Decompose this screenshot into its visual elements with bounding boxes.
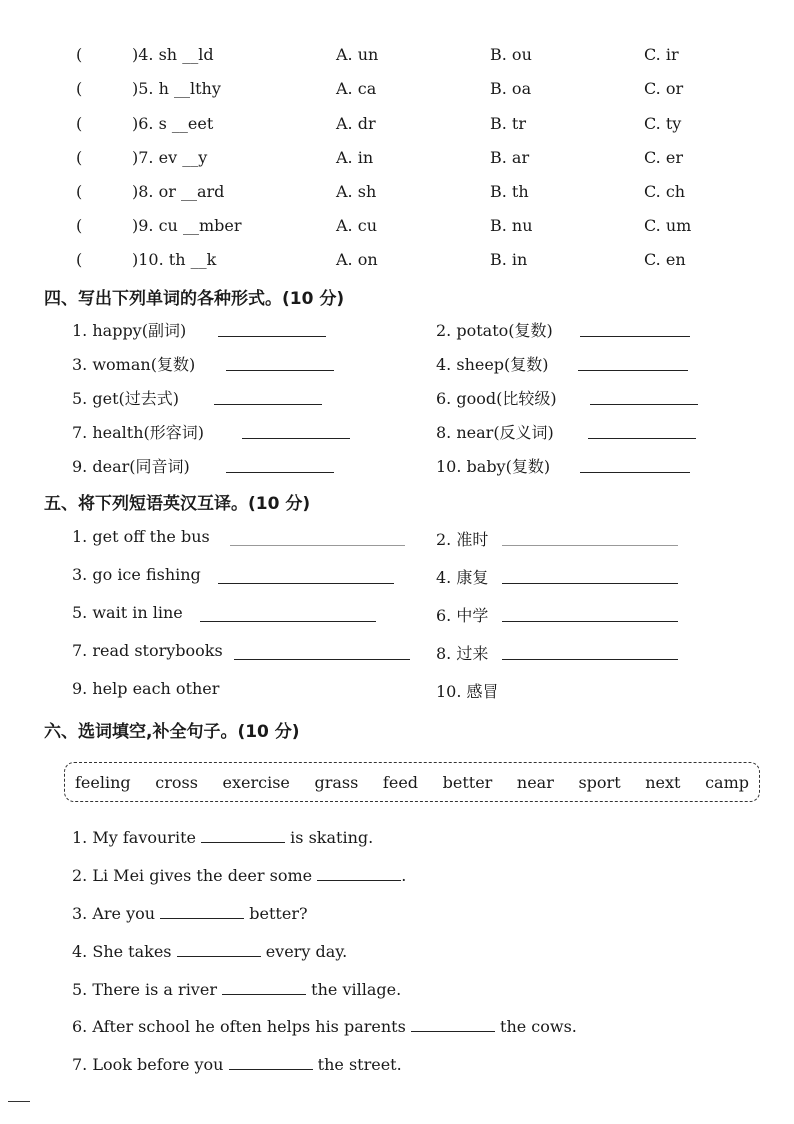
option-a: A. sh [336, 182, 377, 201]
fill-sentence [72, 1017, 577, 1036]
word-bank-item: better [442, 772, 493, 792]
word-bank-item: feeling [75, 772, 131, 792]
word-bank-item: near [516, 772, 554, 792]
answer-blank[interactable] [201, 830, 285, 843]
answer-line[interactable] [580, 322, 690, 337]
sentence-start: 7. Look before you [72, 1055, 224, 1074]
sentence-end: the cows. [500, 1017, 577, 1036]
answer-line[interactable] [230, 531, 405, 546]
page-corner-rule [8, 1101, 30, 1102]
option-b: B. nu [490, 216, 533, 235]
phrase-prompt: 8. 过来 [436, 644, 489, 663]
word-form-prompt: 2. potato(复数) [436, 321, 553, 340]
answer-blank[interactable] [160, 906, 244, 919]
question-stem: )10. th __k [132, 250, 217, 269]
phrase-prompt: 10. 感冒 [436, 682, 499, 701]
word-form-prompt: 7. health(形容词) [72, 423, 205, 442]
section-title: 五、将下列短语英汉互译。(10 分) [44, 494, 311, 514]
word-form-prompt: 4. sheep(复数) [436, 355, 549, 374]
phrase-prompt: 9. help each other [72, 679, 220, 698]
word-form-prompt: 6. good(比较级) [436, 389, 557, 408]
option-c: C. um [644, 216, 692, 235]
answer-paren[interactable]: ( [76, 148, 83, 167]
answer-line[interactable] [590, 390, 698, 405]
sentence-end: every day. [265, 942, 348, 961]
option-c: C. en [644, 250, 686, 269]
answer-line[interactable] [502, 569, 678, 584]
phrase-prompt: 2. 准时 [436, 530, 489, 549]
option-c: C. ch [644, 182, 686, 201]
word-form-prompt: 8. near(反义词) [436, 423, 554, 442]
option-c: C. or [644, 79, 684, 98]
answer-paren[interactable]: ( [76, 216, 83, 235]
answer-blank[interactable] [222, 982, 306, 995]
fill-sentence [72, 942, 347, 961]
fill-sentence [72, 1055, 402, 1074]
option-b: B. ou [490, 45, 532, 64]
word-bank-item: next [645, 772, 681, 792]
answer-paren[interactable]: ( [76, 45, 83, 64]
answer-line[interactable] [214, 390, 322, 405]
word-form-prompt: 9. dear(同音词) [72, 457, 190, 476]
option-c: C. er [644, 148, 683, 167]
sentence-end: better? [249, 904, 308, 923]
option-b: B. oa [490, 79, 532, 98]
option-a: A. ca [336, 79, 377, 98]
question-stem: )7. ev __y [132, 148, 208, 167]
option-c: C. ir [644, 45, 679, 64]
answer-blank[interactable] [411, 1019, 495, 1032]
option-c: C. ty [644, 114, 682, 133]
answer-line[interactable] [578, 356, 688, 371]
answer-line[interactable] [226, 356, 334, 371]
answer-blank[interactable] [317, 868, 401, 881]
sentence-end: the street. [317, 1055, 402, 1074]
answer-line[interactable] [502, 645, 678, 660]
answer-paren[interactable]: ( [76, 250, 83, 269]
word-form-prompt: 10. baby(复数) [436, 457, 551, 476]
question-stem: )5. h __lthy [132, 79, 221, 98]
phrase-prompt: 5. wait in line [72, 603, 183, 622]
word-bank-item: feed [382, 772, 419, 792]
phrase-prompt: 3. go ice fishing [72, 565, 201, 584]
phrase-prompt: 6. 中学 [436, 606, 489, 625]
phrase-prompt: 1. get off the bus [72, 527, 210, 546]
sentence-end: . [401, 866, 407, 885]
option-a: A. dr [336, 114, 376, 133]
answer-paren[interactable]: ( [76, 79, 83, 98]
sentence-start: 4. She takes [72, 942, 172, 961]
answer-line[interactable] [200, 607, 376, 622]
answer-line[interactable] [502, 607, 678, 622]
option-a: A. on [336, 250, 378, 269]
phrase-prompt: 7. read storybooks [72, 641, 223, 660]
word-form-prompt: 1. happy(副词) [72, 321, 187, 340]
word-bank-item: grass [314, 772, 359, 792]
sentence-start: 6. After school he often helps his parents [72, 1017, 406, 1036]
answer-blank[interactable] [177, 944, 261, 957]
option-b: B. in [490, 250, 528, 269]
section-title: 四、写出下列单词的各种形式。(10 分) [44, 289, 345, 309]
option-a: A. cu [336, 216, 377, 235]
sentence-end: the village. [311, 980, 402, 999]
fill-sentence [72, 866, 406, 885]
question-stem: )6. s __eet [132, 114, 214, 133]
phrase-prompt: 4. 康复 [436, 568, 489, 587]
word-bank-item: cross [155, 772, 198, 792]
fill-sentence [72, 904, 308, 923]
fill-sentence [72, 980, 401, 999]
answer-line[interactable] [242, 424, 350, 439]
answer-line[interactable] [502, 531, 678, 546]
word-form-prompt: 3. woman(复数) [72, 355, 196, 374]
answer-line[interactable] [218, 569, 394, 584]
answer-paren[interactable]: ( [76, 182, 83, 201]
answer-line[interactable] [218, 322, 326, 337]
word-bank [64, 762, 760, 802]
sentence-start: 1. My favourite [72, 828, 196, 847]
answer-paren[interactable]: ( [76, 114, 83, 133]
question-stem: )9. cu __mber [132, 216, 242, 235]
word-bank-item: exercise [222, 772, 290, 792]
question-stem: )8. or __ard [132, 182, 225, 201]
answer-blank[interactable] [229, 1057, 313, 1070]
section-title: 六、选词填空,补全句子。(10 分) [44, 722, 300, 742]
sentence-start: 5. There is a river [72, 980, 217, 999]
word-bank-item: sport [578, 772, 621, 792]
answer-line[interactable] [588, 424, 696, 439]
option-b: B. tr [490, 114, 527, 133]
question-stem: )4. sh __ld [132, 45, 214, 64]
answer-line[interactable] [226, 458, 334, 473]
fill-sentence [72, 828, 373, 847]
answer-line[interactable] [580, 458, 690, 473]
word-form-prompt: 5. get(过去式) [72, 389, 179, 408]
option-a: A. un [336, 45, 379, 64]
option-a: A. in [336, 148, 374, 167]
option-b: B. th [490, 182, 529, 201]
option-b: B. ar [490, 148, 530, 167]
sentence-end: is skating. [290, 828, 374, 847]
answer-line[interactable] [234, 645, 410, 660]
sentence-start: 3. Are you [72, 904, 156, 923]
word-bank-item: camp [705, 772, 749, 792]
sentence-start: 2. Li Mei gives the deer some [72, 866, 313, 885]
